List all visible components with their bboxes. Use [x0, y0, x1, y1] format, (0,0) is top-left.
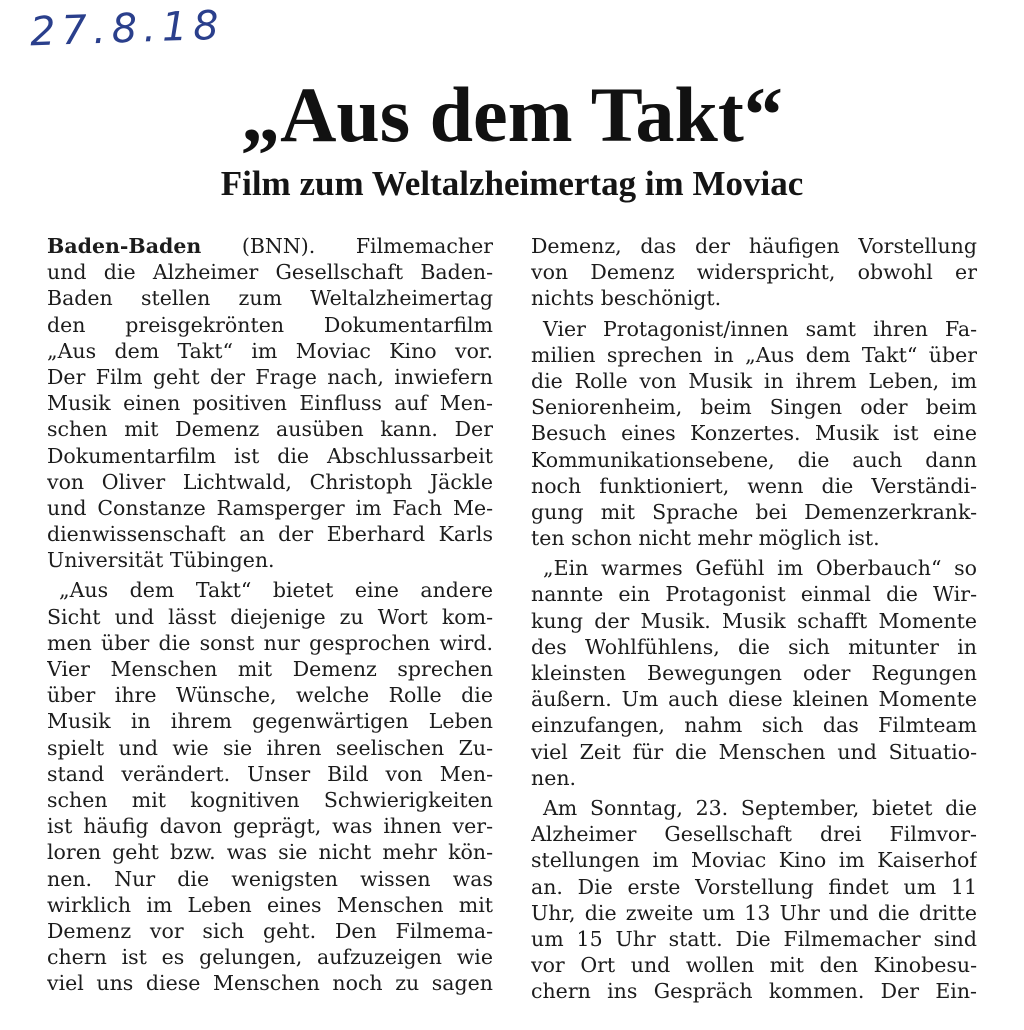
article-line: Vier Menschen mit Demenz sprechen — [47, 657, 493, 681]
article-line: Demenz vor sich geht. Den Filmema- — [47, 918, 493, 943]
article-line: Kommunikationsebene, die auch dann — [531, 447, 977, 472]
article-line: dienwissenschaft an der Eberhard Karls — [47, 522, 493, 547]
article-line: noch funktioniert, wenn die Verständi- — [531, 473, 977, 498]
handwritten-date: 27.8.18 — [29, 2, 226, 56]
article-line: Alzheimer Gesellschaft drei Filmvor- — [531, 822, 977, 847]
article-line: schen mit kognitiven Schwierigkeiten — [47, 787, 493, 812]
article-line: äußern. Um auch diese kleinen Momente — [531, 687, 977, 712]
article-line: von Oliver Lichtwald, Christoph Jäckle — [47, 469, 493, 494]
article-line: „Ein warmes Gefühl im Oberbauch“ so — [543, 556, 977, 581]
article-line: und die Alzheimer Gesellschaft Baden- — [47, 260, 493, 285]
article-line: nannte ein Protagonist einmal die Wir- — [531, 582, 977, 607]
article-line: vor Ort und wollen mit den Kinobesu- — [531, 953, 977, 978]
article-line: und Constanze Ramsperger im Fach Me- — [47, 495, 493, 520]
article-line: Demenz, das der häufigen Vorstellung — [531, 234, 977, 258]
article-column-right — [531, 233, 977, 1004]
subheadline: Film zum Weltalzheimertag im Moviac — [220, 164, 804, 203]
article-line: schen mit Demenz ausüben kann. Der — [47, 417, 493, 442]
article-line: nen. — [531, 765, 577, 790]
article-line: gung mit Sprache bei Demenzerkrank- — [531, 499, 977, 524]
article-line: um 15 Uhr statt. Die Filmemacher sind — [531, 926, 977, 951]
headline: „Aus dem Takt“ — [241, 71, 783, 158]
article-line: Besuch eines Konzertes. Musik ist eine — [531, 421, 977, 446]
article-line: Am Sonntag, 23. September, bietet die — [543, 795, 977, 820]
article-line: spielt und wie sie ihren seelischen Zu- — [47, 735, 493, 760]
article-line: Musik in ihrem gegenwärtigen Leben — [47, 709, 493, 734]
article-line: stellungen im Moviac Kino im Kaiserhof — [531, 848, 977, 873]
article-line: Der Film geht der Frage nach, inwiefern — [47, 364, 493, 389]
dateline-text: (BNN). Filmemacher — [201, 234, 493, 258]
article-line: wirklich im Leben eines Menschen mit — [47, 892, 493, 917]
article-line: über ihre Wünsche, welche Rolle die — [47, 683, 493, 708]
article-line: Sicht und lässt diejenige zu Wort kom- — [47, 604, 493, 629]
article-line: Baden stellen zum Weltalzheimertag — [47, 286, 493, 311]
article-line: viel Zeit für die Menschen und Situatio- — [531, 739, 977, 764]
article-line: Seniorenheim, beim Singen oder beim — [531, 395, 977, 420]
article-line: men über die sonst nur gesprochen wird. — [47, 630, 493, 655]
article-line: stand verändert. Unser Bild von Men- — [47, 761, 493, 786]
article-line: Dokumentarfilm ist die Abschlussarbeit — [47, 443, 493, 468]
article-line: Vier Protagonist/innen samt ihren Fa- — [543, 316, 977, 341]
article-line: nichts beschönigt. — [531, 286, 722, 311]
article-line: an. Die erste Vorstellung findet um 11 — [531, 874, 977, 899]
dateline-place: Baden-Baden — [47, 234, 202, 258]
article-line: die Rolle von Musik in ihrem Leben, im — [531, 368, 977, 393]
article-line: von Demenz widerspricht, obwohl er — [531, 260, 977, 285]
article-line: milien sprechen in „Aus dem Takt“ über — [531, 342, 977, 367]
article-line: „Aus dem Takt“ im Moviac Kino vor. — [47, 338, 493, 363]
article-line: einzufangen, nahm sich das Filmteam — [531, 713, 977, 738]
article-line: „Aus dem Takt“ bietet eine andere — [59, 578, 493, 603]
article-line: nen. Nur die wenigsten wissen was — [47, 866, 493, 891]
article-line: loren geht bzw. was sie nicht mehr kön- — [47, 840, 493, 865]
article-line: Uhr, die zweite um 13 Uhr und die dritte — [531, 900, 977, 925]
article-line: ten schon nicht mehr möglich ist. — [531, 526, 880, 551]
article-line: kung der Musik. Musik schafft Momente — [531, 608, 977, 633]
article-line: Musik einen positiven Einfluss auf Men- — [47, 391, 493, 416]
article-line: kleinsten Bewegungen oder Regungen — [531, 661, 977, 685]
article-line: den preisgekrönten Dokumentarfilm — [47, 312, 493, 337]
article-dateline — [47, 233, 493, 259]
article-column-left — [47, 233, 493, 996]
article-line: chern ins Gespräch kommen. Der Ein- — [531, 979, 977, 1004]
article-line: chern ist es gelungen, aufzuzeigen wie — [47, 945, 493, 970]
article-line: Universität Tübingen. — [47, 548, 275, 573]
article-line: des Wohlfühlens, die sich mitunter in — [531, 634, 977, 659]
article-line: ist häufig davon geprägt, was ihnen ver- — [47, 814, 493, 839]
article-line: viel uns diese Menschen noch zu sagen — [47, 971, 493, 996]
